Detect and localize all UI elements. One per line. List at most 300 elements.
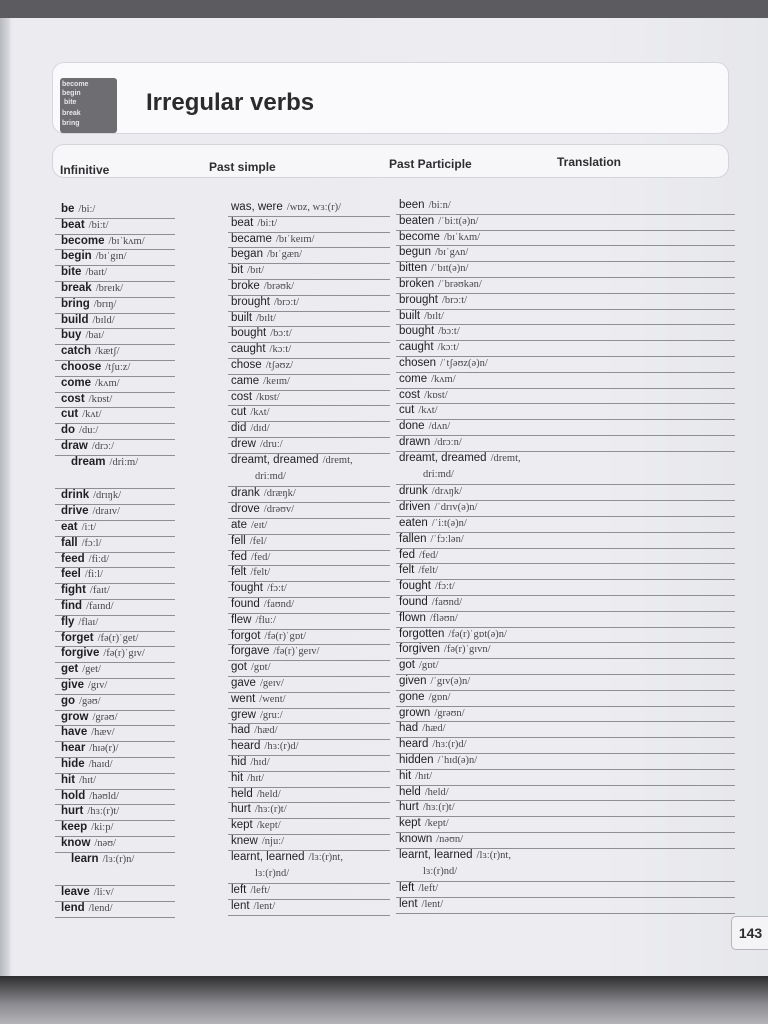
past-simple-phonetic: /eɪt/ [251,520,268,531]
infinitive-phonetic: /flaɪ/ [78,616,99,628]
past-simple-phonetic: /went/ [259,693,286,705]
past-simple-verb: became [231,232,272,245]
past-participle-verb: begun [399,246,431,259]
infinitive-cell [71,853,134,865]
infinitive-cell [61,600,114,612]
infinitive-phonetic: /tʃuːz/ [105,362,131,373]
past-simple-cell [231,645,319,657]
infinitive-cell [61,758,113,770]
past-simple-cell [231,327,292,339]
infinitive-cell [61,219,109,231]
past-simple-cell [231,709,283,721]
past-participle-cell [399,628,507,640]
past-simple-phonetic: /lɜː(r)nt, [308,851,343,863]
past-simple-cell [231,343,291,355]
past-participle-phonetic: /ˈbiːt(ə)n/ [438,215,479,227]
past-participle-phonetic: /fləʊn/ [429,612,458,624]
past-participle-phonetic: /lent/ [421,899,444,911]
past-simple-verb: hid [231,756,247,768]
past-participle-phonetic: /ˈiːt(ə)n/ [431,518,467,529]
infinitive-phonetic: /fɔːl/ [81,537,102,549]
infinitive-verb: bring [61,297,90,310]
infinitive-verb: feel [61,568,81,581]
past-simple-verb: drove [231,503,260,516]
infinitive-cell [61,298,116,310]
infinitive-verb: draw [61,440,88,452]
past-participle-phonetic: /hæd/ [422,723,446,735]
past-simple-phonetic: /hɜː(r)d/ [264,741,299,753]
past-simple-cell [231,217,277,229]
past-simple-phonetic: /left/ [250,885,271,897]
infinitive-phonetic: /breɪk/ [95,283,124,294]
infinitive-verb: feed [61,552,85,565]
past-participle-verb: had [399,722,419,735]
past-participle-cell [399,389,448,401]
past-participle-phonetic: /felt/ [418,565,439,577]
past-simple-cell [231,312,276,324]
past-simple-cell [231,503,294,515]
past-simple-verb: bought [231,327,267,340]
infinitive-verb: learn [71,852,99,865]
past-participle-phonetic: /bɪlt/ [424,310,444,322]
past-participle-verb: eaten [399,517,428,529]
thumb-word: bring [62,120,80,127]
past-simple-verb: flew [231,613,252,626]
past-simple-cell [231,756,270,768]
infinitive-phonetic: /hɜː(r)t/ [87,806,120,818]
past-participle-phonetic: /ˈtʃəʊz(ə)n/ [440,358,488,369]
infinitive-phonetic: /kʌt/ [82,409,102,421]
past-simple-phonetic: /fluː/ [255,614,276,626]
past-simple-phonetic: /fə(r)ˈgɒt/ [264,630,307,642]
past-participle-phonetic: /hɜː(r)d/ [432,739,467,751]
past-participle-phonetic: /nəʊn/ [436,834,464,845]
infinitive-verb: buy [61,329,82,342]
past-simple-cell [231,551,270,563]
page-number: 143 [731,916,768,950]
infinitive-verb: drink [61,489,90,502]
infinitive-phonetic: /bɪˈkʌm/ [108,235,145,247]
past-simple-phonetic: /hɪd/ [250,757,270,768]
past-simple-verb: drank [231,487,260,500]
past-simple-verb: had [231,724,251,737]
row-rule [396,721,735,722]
past-simple-verb: caught [231,343,266,356]
infinitive-cell [61,837,116,849]
past-participle-verb: fought [399,580,431,593]
past-simple-verb: fell [231,534,246,547]
past-participle-phonetic: /bɔːt/ [438,326,460,338]
past-simple-phonetic: /fə(r)ˈgeɪv/ [273,646,320,658]
infinitive-phonetic: /hɪt/ [79,774,96,786]
scan-top-edge [0,0,768,18]
infinitive-cell [61,584,110,596]
past-participle-phonetic: /bɪˈkʌm/ [443,231,481,243]
past-participle-cell [399,404,438,416]
past-simple-cell [231,438,283,450]
past-simple-verb: hit [231,771,244,784]
past-simple-verb: heard [231,740,261,753]
infinitive-phonetic: /gɪv/ [88,680,108,691]
past-participle-cell [399,278,482,290]
past-simple-verb: forgot [231,629,261,642]
infinitive-verb: cost [61,392,85,405]
past-simple-verb: grew [231,708,256,721]
infinitive-cell [61,568,103,580]
past-participle-phonetic-continued [419,468,454,480]
past-participle-phonetic: /brɔːt/ [442,294,468,306]
past-participle-phonetic: /hɪt/ [415,770,433,782]
infinitive-phonetic: /gəʊ/ [79,695,101,707]
past-simple-verb: brought [231,295,271,308]
past-participle-verb: done [399,420,425,433]
infinitive-verb: drive [61,505,89,518]
past-simple-cell [231,201,341,213]
past-participle-cell [399,564,438,576]
past-simple-cell [231,724,278,736]
past-participle-phonetic: /gɒt/ [419,660,439,672]
past-simple-verb: bit [231,264,244,277]
past-participle-verb: forgiven [399,643,440,656]
past-participle-verb: brought [399,293,439,306]
past-participle-cell [399,596,462,608]
past-simple-phonetic: /geɪv/ [259,678,284,689]
past-simple-verb: went [231,692,256,705]
past-simple-verb: kept [231,819,253,832]
past-simple-cell [231,772,264,784]
past-simple-cell [231,884,270,896]
past-simple-verb: fed [231,550,247,563]
infinitive-phonetic: /biː/ [78,204,96,215]
infinitive-phonetic: /faɪnd/ [86,601,114,612]
infinitive-phonetic: /kiːp/ [91,822,114,834]
past-participle-cell [399,517,467,529]
infinitive-verb: hit [61,773,76,786]
past-participle-cell [399,817,449,829]
infinitive-verb: become [61,234,105,247]
past-participle-phonetic: /fə(r)ˈgɒt(ə)n/ [448,628,507,640]
infinitive-cell [61,886,114,898]
infinitive-verb: get [61,663,79,676]
past-participle-verb: kept [399,817,421,830]
past-simple-phonetic-line2: driːmd/ [255,470,286,482]
past-participle-verb: left [399,882,415,895]
past-participle-phonetic: /fɔːt/ [434,581,455,593]
past-simple-phonetic: /fɔːt/ [266,583,287,595]
infinitive-cell [71,456,138,468]
past-participle-verb: hurt [399,801,419,814]
past-simple-verb: hurt [231,803,251,816]
past-participle-verb: become [399,230,440,243]
row-rule [396,403,735,404]
row-rule [396,769,735,770]
infinitive-verb: hide [61,758,85,770]
past-participle-phonetic-line2: driːmd/ [423,468,454,480]
infinitive-cell [61,345,120,357]
infinitive-cell [61,553,109,565]
infinitive-phonetic: /biːt/ [88,219,109,231]
past-simple-phonetic: /felt/ [250,567,271,579]
past-participle-verb: bought [399,325,435,338]
infinitive-phonetic: /get/ [82,664,101,676]
past-simple-cell [231,280,294,292]
infinitive-cell [61,282,123,294]
infinitive-phonetic: /drɔː/ [91,441,115,452]
infinitive-cell [61,393,112,405]
past-participle-verb: been [399,199,425,211]
past-participle-verb: learnt, learned [399,848,473,861]
past-participle-phonetic: /fə(r)ˈgɪvn/ [443,644,491,656]
past-participle-verb: cut [399,404,415,417]
past-participle-verb: beaten [399,214,435,227]
infinitive-verb: hold [61,789,86,802]
infinitive-verb: beat [61,218,85,231]
past-simple-verb: was, were [231,201,283,213]
past-participle-verb: hit [399,769,412,782]
infinitive-phonetic: /lɜː(r)n/ [102,853,135,865]
past-participle-phonetic: /grəʊn/ [434,707,465,719]
past-participle-cell [399,436,462,448]
past-simple-verb: learnt, learned [231,850,305,863]
infinitive-verb: be [61,203,75,215]
past-participle-cell [399,501,477,513]
past-participle-verb: gone [399,690,425,703]
infinitive-phonetic: /fə(r)ˈget/ [97,632,139,644]
past-participle-cell [399,738,467,750]
past-participle-phonetic: /ˈhɪd(ə)n/ [437,755,478,766]
infinitive-cell [61,726,115,738]
past-simple-phonetic: /kʌt/ [250,407,270,419]
row-rule [396,548,735,549]
infinitive-verb: begin [61,250,92,263]
infinitive-verb: choose [61,361,102,373]
past-participle-cell [399,373,456,385]
infinitive-verb: have [61,726,88,739]
page-spine [0,18,10,976]
infinitive-phonetic: /fiːl/ [84,569,103,581]
past-participle-phonetic: /ˈdrɪv(ə)n/ [434,502,478,514]
past-participle-verb: broken [399,278,435,290]
row-rule [396,913,735,914]
infinitive-phonetic: /draɪv/ [92,506,120,518]
infinitive-phonetic: /duː/ [79,425,99,437]
infinitive-verb: hurt [61,805,84,818]
infinitive-verb: give [61,679,85,691]
infinitive-verb: cut [61,408,79,421]
past-participle-cell [399,199,451,211]
past-participle-phonetic: /kʌt/ [418,405,438,417]
past-simple-cell [231,661,271,673]
past-simple-cell [231,535,267,547]
header-past-participle: Past Participle [389,157,472,171]
past-participle-verb: dreamt, dreamed [399,451,487,464]
header-past-simple: Past simple [209,160,276,174]
past-participle-verb: fallen [399,532,427,545]
past-participle-cell [399,786,449,798]
infinitive-phonetic: /bɪld/ [92,314,115,326]
past-simple-phonetic: /bɪˈkeɪm/ [275,233,315,245]
past-participle-cell [399,707,465,719]
past-simple-phonetic-line2: lɜː(r)nd/ [255,867,290,879]
past-simple-verb: cost [231,390,253,403]
infinitive-cell [61,679,107,691]
past-simple-phonetic: /biːt/ [257,217,278,229]
infinitive-cell [61,821,113,833]
past-participle-verb: caught [399,341,434,354]
past-participle-verb: found [399,596,428,608]
infinitive-cell [61,537,101,549]
past-participle-cell [399,310,444,322]
past-participle-cell [399,420,450,432]
past-participle-cell [399,533,464,545]
past-simple-phonetic: /hɜː(r)t/ [254,804,287,816]
past-simple-phonetic: /bɔːt/ [270,328,292,340]
infinitive-phonetic: /baɪt/ [85,267,108,279]
infinitive-cell [61,695,101,707]
infinitive-verb: come [61,376,92,389]
past-simple-verb: cut [231,406,247,419]
past-simple-cell [231,598,294,610]
infinitive-phonetic: /kɒst/ [88,393,113,405]
infinitive-cell [61,711,118,723]
past-participle-phonetic: /ˈgɪv(ə)n/ [430,676,471,687]
past-participle-verb: drawn [399,436,431,448]
infinitive-verb: bite [61,266,82,279]
infinitive-cell [61,742,118,754]
past-simple-phonetic: /kɔːt/ [269,344,292,356]
infinitive-cell [61,314,115,326]
past-simple-phonetic: /bɪˈgæn/ [266,249,302,261]
infinitive-verb: dream [71,455,106,468]
past-simple-cell [231,677,284,689]
infinitive-verb: fall [61,536,78,549]
past-participle-phonetic: /kept/ [424,818,449,830]
infinitive-cell [61,790,119,802]
past-simple-verb: held [231,787,253,800]
row-rule [396,563,735,564]
past-simple-phonetic: /brəʊk/ [263,281,295,292]
past-simple-phonetic: /hæd/ [254,725,278,737]
past-participle-verb: bitten [399,262,428,275]
past-participle-verb: felt [399,564,415,577]
past-simple-cell [231,406,270,418]
past-participle-cell [399,325,460,337]
past-simple-phonetic: /dræŋk/ [263,488,296,500]
row-rule [228,915,390,916]
past-participle-verb: driven [399,501,431,514]
infinitive-cell [61,203,95,215]
past-simple-phonetic: /fel/ [249,535,267,547]
past-simple-verb: beat [231,216,254,229]
past-simple-phonetic: /held/ [256,788,281,800]
past-participle-cell [399,722,446,734]
past-participle-cell [399,549,438,561]
past-simple-cell [231,519,267,531]
past-simple-cell [231,900,275,912]
past-participle-verb: given [399,675,427,687]
infinitive-verb: fly [61,615,75,628]
infinitive-cell [61,805,119,817]
infinitive-verb: break [61,282,92,294]
past-simple-verb: found [231,598,260,610]
header-translation: Translation [557,155,622,169]
past-participle-cell [399,262,468,274]
past-participle-verb: known [399,833,433,845]
past-simple-cell [231,391,280,403]
infinitive-phonetic: /driːm/ [109,456,139,468]
past-simple-verb: broke [231,280,260,292]
past-simple-phonetic: /fed/ [251,551,271,563]
infinitive-phonetic: /kætʃ/ [95,346,120,358]
infinitive-verb: go [61,694,76,707]
past-participle-phonetic-line2: lɜː(r)nd/ [423,865,458,877]
past-participle-cell [399,754,477,766]
infinitive-phonetic: /lend/ [88,903,113,915]
past-participle-phonetic: /kɒst/ [424,389,448,401]
past-participle-cell [399,675,470,687]
past-participle-phonetic: /dʌn/ [428,421,451,433]
infinitive-verb: keep [61,821,88,834]
past-participle-phonetic: /kʌm/ [431,373,456,385]
past-simple-phonetic: /lent/ [253,901,276,913]
past-simple-cell [231,803,287,815]
past-simple-verb: ate [231,519,247,531]
past-simple-verb: left [231,884,247,897]
past-participle-cell [399,801,455,813]
past-simple-phonetic: /druː/ [259,439,283,450]
past-simple-verb: dreamt, dreamed [231,453,319,466]
past-participle-cell [399,215,478,227]
infinitive-cell [61,521,96,533]
past-participle-verb: hidden [399,754,434,766]
past-participle-phonetic: /fed/ [419,549,439,561]
past-participle-phonetic: /biːn/ [428,200,451,211]
infinitive-cell [61,329,104,341]
past-simple-verb: lent [231,900,250,913]
past-participle-verb: forgotten [399,627,445,640]
thumb-word: become [62,81,89,88]
past-simple-phonetic: /bɪlt/ [256,312,276,324]
past-participle-cell [399,898,443,910]
infinitive-cell [61,266,107,278]
infinitive-cell [61,440,114,452]
row-rule [396,658,735,659]
infinitive-phonetic: /iːt/ [81,522,97,533]
row-rule [55,917,175,918]
infinitive-verb: leave [61,886,90,899]
past-simple-phonetic: /drəʊv/ [263,504,295,516]
infinitive-cell [61,489,121,501]
past-simple-cell [231,264,264,276]
infinitive-verb: fight [61,584,86,597]
past-participle-phonetic: /held/ [424,786,449,798]
past-participle-verb: grown [399,706,431,719]
infinitive-phonetic: /drɪŋk/ [93,490,122,502]
past-simple-cell [231,233,314,245]
scan-bottom-edge [0,976,768,1024]
past-simple-cell [231,375,290,387]
infinitive-verb: forgive [61,647,100,660]
past-participle-verb: built [399,309,421,322]
row-rule [396,881,735,882]
past-participle-verb: drunk [399,485,428,498]
past-simple-cell [231,851,343,863]
past-simple-phonetic: /bɪt/ [247,265,265,277]
past-participle-phonetic: /ˈfɔːlən/ [430,533,464,545]
past-simple-verb: chose [231,359,262,371]
past-simple-phonetic-continued [251,867,289,879]
thumb-word: bite [64,99,77,106]
